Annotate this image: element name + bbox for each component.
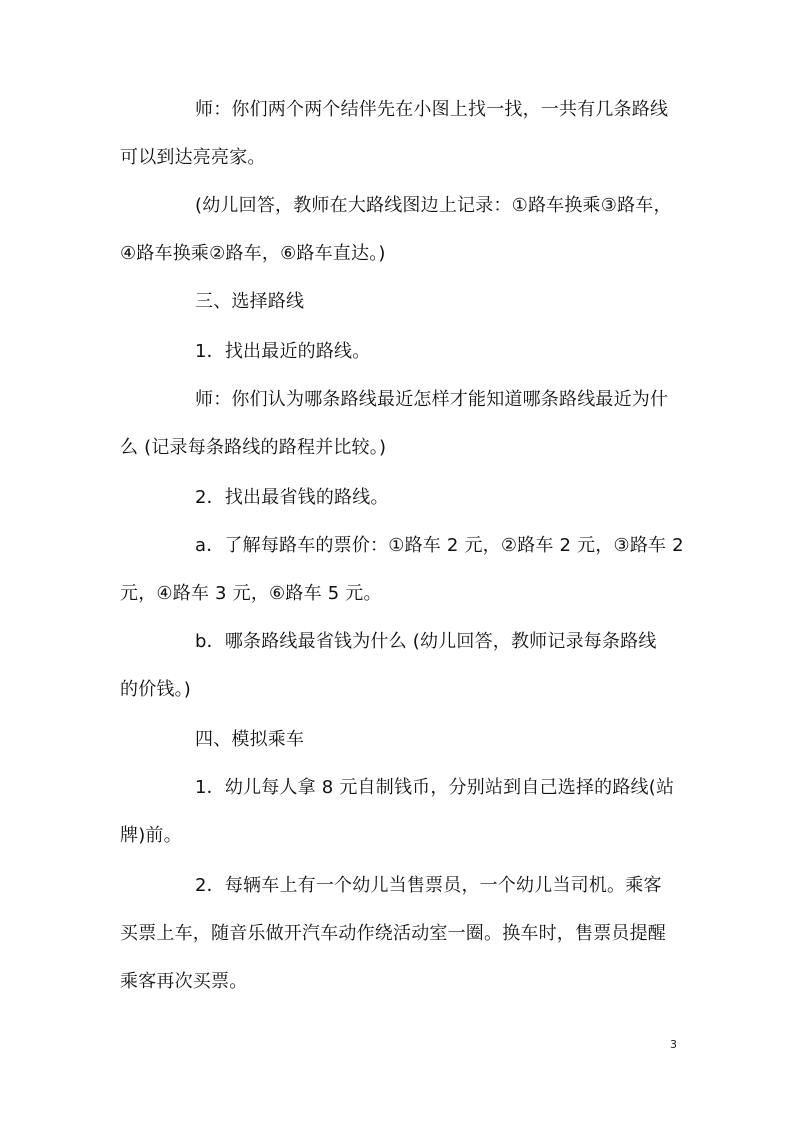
text-line: 师：你们认为哪条路线最近怎样才能知道哪条路线最近为什 [195,389,669,410]
text-line: b．哪条路线最省钱为什么 (幼儿回答，教师记录每条路线 [195,631,657,652]
text-line: a．了解每路车的票价：①路车 2 元，②路车 2 元，③路车 2 [195,535,684,556]
text-line: 可以到达亮亮家。 [120,147,266,168]
page-number: 3 [670,1038,677,1051]
text-line: ④路车换乘②路车，⑥路车直达。) [120,243,386,264]
section-heading: 三、选择路线 [195,291,305,312]
text-line: 师：你们两个两个结伴先在小图上找一找，一共有几条路线 [195,99,669,120]
text-line: 元，④路车 3 元，⑥路车 5 元。 [120,583,382,604]
text-line: 的价钱。) [120,679,192,700]
text-line: 么 (记录每条路线的路程并比较。) [120,437,387,458]
text-line: (幼儿回答，教师在大路线图边上记录：①路车换乘③路车， [195,195,672,216]
text-line: 2．每辆车上有一个幼儿当售票员，一个幼儿当司机。乘客 [195,875,662,896]
text-line: 乘客再次买票。 [120,971,248,992]
section-heading: 四、模拟乘车 [195,729,305,750]
text-line: 1．找出最近的路线。 [195,341,371,362]
text-line: 买票上车，随音乐做开汽车动作绕活动室一圈。换车时，售票员提醒 [120,923,666,944]
text-line: 1．幼儿每人拿 8 元自制钱币，分别站到自己选择的路线(站 [195,777,675,798]
text-line: 2．找出最省钱的路线。 [195,487,389,508]
text-line: 牌)前。 [120,825,182,846]
